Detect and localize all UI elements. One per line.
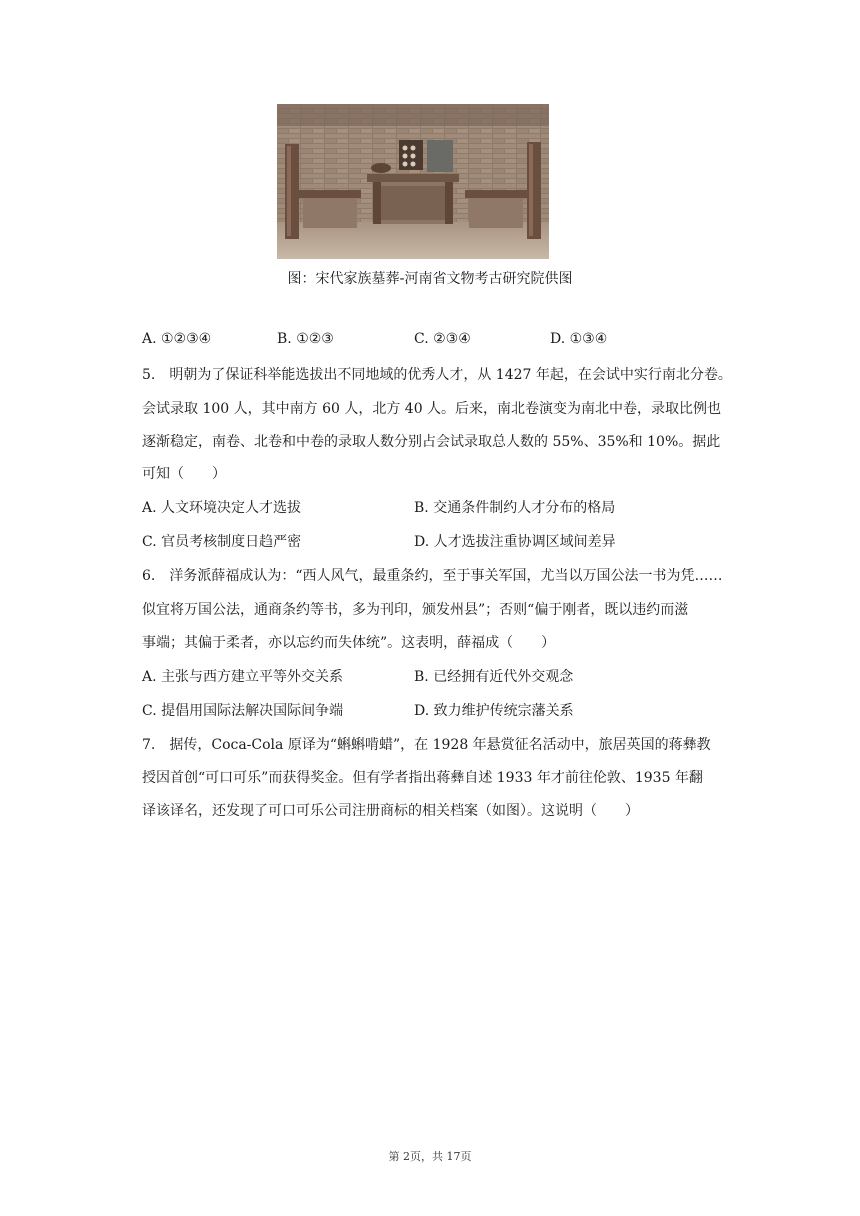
q4-option-d[interactable]: D. ①③④	[550, 331, 608, 347]
q5-option-b[interactable]: B. 交通条件制约人才分布的格局	[414, 500, 616, 516]
q5-line-3: 逐渐稳定，南卷、北卷和中卷的录取人数分别占会试录取总人数的 55%、35%和 10%。据此	[142, 434, 721, 450]
q4-option-c[interactable]: C. ②③④	[414, 331, 471, 347]
q5-option-d[interactable]: D. 人才选拔注重协调区域间差异	[414, 534, 616, 550]
q6-line-3: 事端；其偏于柔者，亦以忘约而失体统”。这表明，薛福成（ ）	[142, 635, 556, 651]
q5-option-a[interactable]: A. 人文环境决定人才选拔	[142, 500, 302, 516]
q7-line-3: 译该译名，还发现了可口可乐公司注册商标的相关档案（如图）。这说明（ ）	[142, 803, 639, 819]
page-footer: 第 2页，共 17页	[388, 1150, 472, 1163]
q7-line-1: 7. 据传，Coca-Cola 原译为“蝌蝌啃蜡”，在 1928 年悬赏征名活动中，旅居英国的蒋彝教	[142, 737, 711, 753]
figure-caption: 图：宋代家族墓葬-河南省文物考古研究院供图	[287, 271, 573, 287]
q6-line-2: 似宜将万国公法，通商条约等书，多为刊印，颁发州县”；否则“偏于刚者，既以违约而滋	[142, 602, 689, 618]
q6-option-c[interactable]: C. 提倡用国际法解决国际间争端	[142, 703, 344, 719]
q7-line-2: 授因首创“可口可乐”而获得奖金。但有学者指出蒋彝自述 1933 年才前往伦敦、1935 年翻	[142, 770, 703, 786]
q4-option-b[interactable]: B. ①②③	[277, 331, 334, 347]
q5-option-c[interactable]: C. 官员考核制度日趋严密	[142, 534, 302, 550]
q6-option-d[interactable]: D. 致力维护传统宗藩关系	[414, 703, 574, 719]
q4-option-a[interactable]: A. ①②③④	[142, 331, 212, 347]
q6-line-1: 6. 洋务派薛福成认为：“西人风气，最重条约，至于事关军国，尤当以万国公法一书为凭……	[142, 568, 723, 584]
q5-line-2: 会试录取 100 人，其中南方 60 人，北方 40 人。后来，南北卷演变为南北中卷，录取比例也	[142, 401, 722, 417]
tomb-photo	[277, 104, 549, 259]
q5-line-4: 可知（ ）	[142, 466, 226, 482]
q6-option-b[interactable]: B. 已经拥有近代外交观念	[414, 669, 574, 685]
q5-line-1: 5. 明朝为了保证科举能选拔出不同地域的优秀人才，从 1427 年起，在会试中实行南北分卷。	[142, 367, 732, 383]
q6-option-a[interactable]: A. 主张与西方建立平等外交关系	[142, 669, 344, 685]
